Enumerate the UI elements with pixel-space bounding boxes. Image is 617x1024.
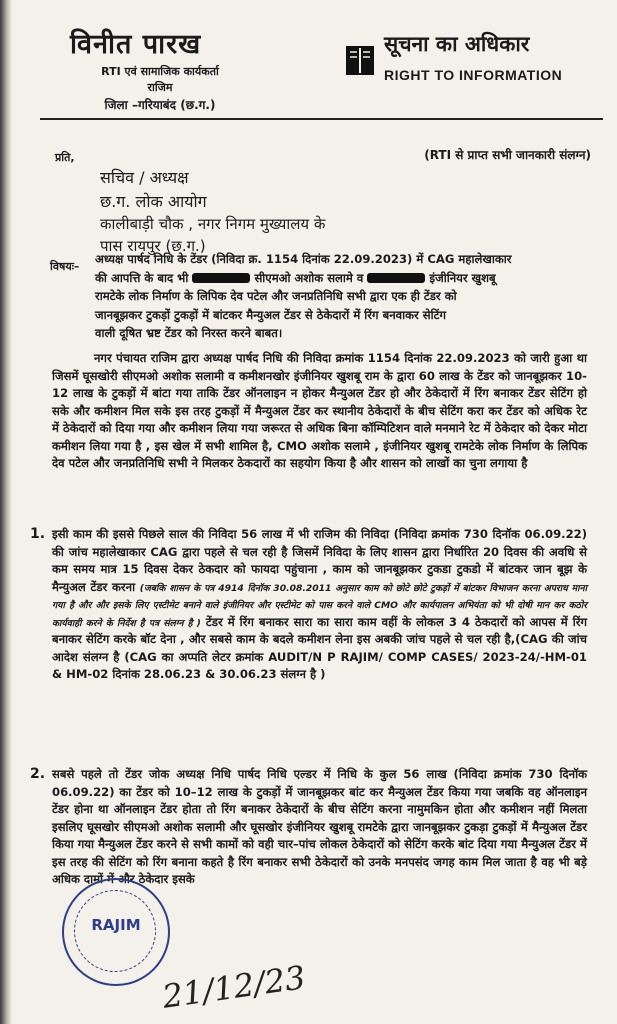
redaction-bar [367,273,425,283]
circular-note: (जबकि शासन के पत्र 4914 दिनॉक 30.08.2011 अनुसार काम को छोटे छोटे टुकड़ों में बांटकर विभाजन करना अपराध माना गया है और और इसके लिए एस्टीमेट बनाने वाले इंजीनियर और एस्टीमेट को पास करने वाले CMO और कार्यपालन अभियंता को भी दोषी मान कर कठोर कार्यवाही करने के निर्देश है पत्र संलग्न है ) [52,582,587,629]
address-line: छ.ग. लोक आयोग [100,192,207,211]
subject-label: विषयः– [50,260,80,273]
point-number: 2. [30,766,46,782]
intro-paragraph: नगर पंचायत राजिम द्वारा अध्यक्ष पार्षद निधि की निविदा क्रमांक 1154 दिनांक 22.09.2023 को जारी हुआ था जिसमें घूसखोरी सीएमओ अशोक सलामी व कमीशनखोर इंजीनियर खुशबू राम के द्वारा 60 लाख के टेंडर को जानबूझकर 10-12 लाख के टुकड़ों में बांटा गया ताकि टेंडर ऑनलाइन न होकर मैन्युअल टेंडर हो और ठेकेदारों में रिंग बनाकर टेंडर सेटिंग हो सके और कमीशन मिल सके इस तरह टुकड़ों में मैन्युअल टेंडर कर स्थानीय ठेकेदारों के बीच सेटिंग करा कर टेंडर को अधिक रेट में ठेकेदारों को दिया गया और कमीशन लिया गया जरूरत से अधिक बिना कॉम्पिटिशन वाले मनमाने रेट में ठेकेदार को देकर मोटा कमीशन लिया गया है , इस खेल में सभी शामिल है, CMO अशोक सलामे , इंजीनियर खुशबू रामटेके लोक निर्माण के लिपिक देव पटेल और जनप्रतिनिधि सभी ने मिलकर ठेकदारों का सहयोग किया है और शासन को लाखों का चुना लगाया है [52,351,587,470]
address-line: सचिव / अध्यक्ष [100,168,189,187]
rti-book-icon [343,42,377,78]
signature-date: 21/12/23 [160,958,308,1016]
subject-text: अध्यक्ष पार्षद निधि के टेंडर (निविदा क्र. 1154 दिनांक 22.09.2023) में CAG महालेखाकार की आपत्ति के बाद भी सीएमओ अशोक सलामे व इंजीनियर खुशबू रामटेके लोक निर्माण के लिपिक देव पटेल और जनप्रतिनिधि सभी द्वारा एक ही टेंडर को जानबूझकर टुकड़ों टुकड़ों में बांटकर मैन्युअल टेंडर से ठेकेदारों में रिंग बनवाकर सेटिंग वाली दूषित भ्रष्ट टेंडर को निरस्त करने बाबत। [95,252,512,340]
redaction-bar [192,273,250,283]
author-role: RTI एवं सामाजिक कार्यकर्ता [101,65,219,78]
point-number: 1. [30,526,46,542]
attachment-note: (RTI से प्राप्त सभी जानकारी संलग्न) [424,148,591,162]
point-1: इसी काम की इससे पिछले साल की निविदा 56 लाख में भी राजिम की निविदा (निविदा क्रमांक 730 दिनॉक 06.09.22) की जांच महालेखाकार CAG द्वारा पहले से चल रही है जिसमें निविदा के लिए शासन द्वारा निर्धारित 20 दिवस की अवधि से कम समय मात्र 15 दिवस देकर ठेकदार को फायदा पहुंचाना , काम को जानबूझकर टुकडा टुकडो में बांटकर जान बूझ के मैन्युअल टेंडर करना (जबकि शासन के पत्र 4914 दिनॉक 30.08.2011 अनुसार काम को छोटे छोटे टुकड़ों में बांटकर विभाजन करना अपराध माना गया है और और इसके लिए एस्टीमेट बनाने वाले इंजीनियर और एस्टीमेट को पास करने वाले CMO और कार्यपालन अभियंता को भी दोषी मान कर कठोर कार्यवाही करने के निर्देश है पत्र संलग्न है ) टेंडर में रिंग बनाकर सारा का सारा काम वहीं के लोकल 3 4 ठेकदारों को आपस में रिंग बनाकर सेटिंग करके बॉट देना , और सबसे काम के बदले कमीशन लेना इस अबकी जांच पहले से चल रही है,(CAG की जांच आदेश संलग्न है (CAG का अप्पति लेटर क्रमांक AUDIT/N P RAJIM/ COMP CASES/ 2023-24/-HM-01 & HM-02 दिनांक 28.06.23 & 30.06.23 संलग्न है ) [52,527,587,681]
rti-title-english: RIGHT TO INFORMATION [384,67,563,83]
author-place: राजिम [147,81,173,94]
page-shadow [0,0,12,1024]
point-2: सबसे पहले तो टेंडर जोक अध्यक्ष निधि पार्षद निधि एल्डर में निधि के कुल 56 लाख (निविदा क्रमांक 730 दिनॉक 06.09.22) का टेंडर को 10–12 लाख के टुकड़ों में जानबूझकर बांट कर मैन्युअल टेंडर किया गया जबकि वह ऑनलाइन टेंडर होना था ऑनलाइन टेंडर होता तो रिंग बनाकर ठेकेदारों के बीच सेटिंग करना नामुमकिन होता और कमीशन नहीं मिलता इसलिए घूसखोर सीएमओ अशोक सलामी और घूसखोर इंजीनियर खुशबू रामटेके द्वारा जानबूझकर टुकड़ा टुकड़ों में मैन्युअल टेंडर किया गया मैन्युअल टेंडर करने से सभी कामों को वही चार–पांच लोकल ठेकेदारों को सेटिंग करके बांट दिया गया मैन्युअल टेंडर में इस तरह की सेटिंग को रिंग बनाना कहते है रिंग बनाकर सभी ठेकेदारों को उनके मनपसंद जगह काम मिल जाता है वह भी बड़े अधिक दामों में और ठेकेदार इसके [52,767,587,886]
address-line: कालीबाड़ी चौक , नगर निगम मुख्यालय के [100,215,326,233]
author-district: जिला –गरियाबंद (छ.ग.) [104,98,216,112]
office-seal-icon: RAJIM [62,878,170,986]
address-line: पास रायपुर (छ.ग.) [100,237,206,255]
header-rule [40,118,603,120]
author-name: विनीत पारख [70,29,202,60]
rti-title-hindi: सूचना का अधिकार [384,32,530,56]
prati-label: प्रति, [55,151,75,164]
